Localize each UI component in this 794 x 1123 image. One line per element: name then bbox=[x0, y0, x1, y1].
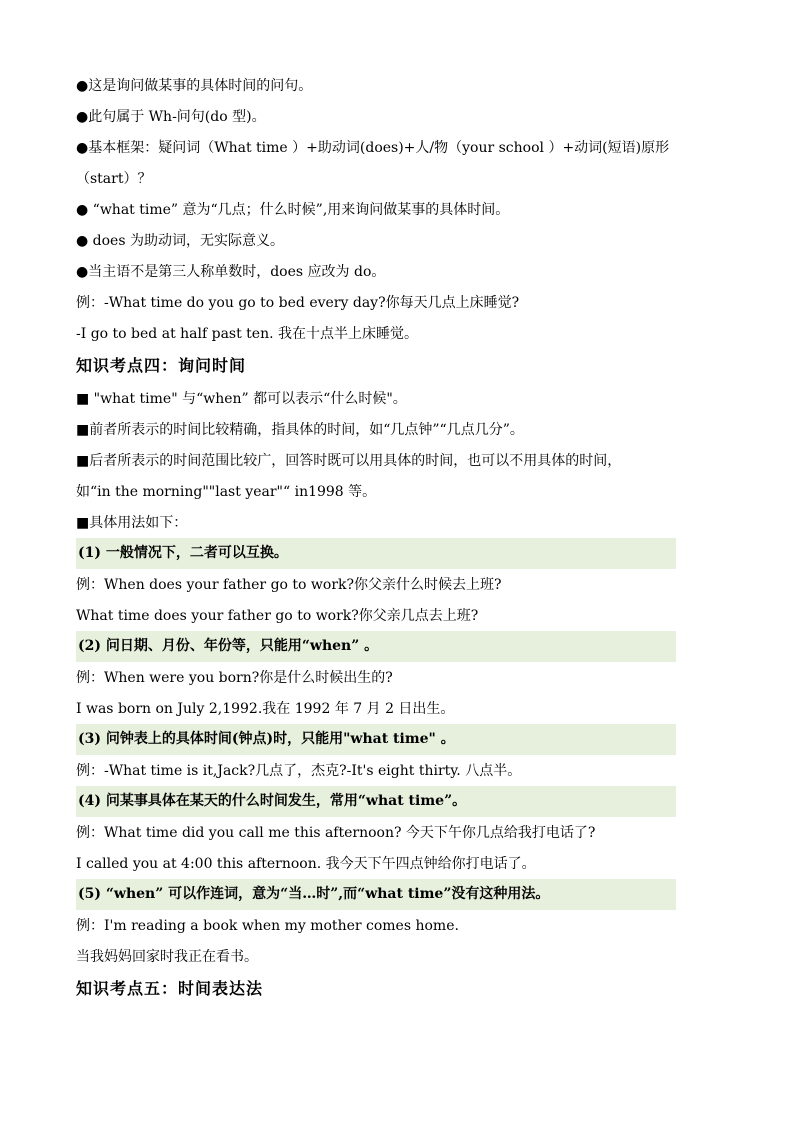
example-line: 当我妈妈回家时我正在看书。 bbox=[76, 949, 258, 965]
example-line: 例：I'm reading a book when my mother comes home. bbox=[76, 918, 459, 934]
rule-title: (5) “when” 可以作连词，意为“当…时”,而“what time”没有这种用法。 bbox=[76, 879, 676, 910]
intro-line: ■前者所表示的时间比较精确，指具体的时间，如“几点钟”“几点几分”。 bbox=[76, 422, 524, 438]
note-line: ●此句属于 Wh-问句(do 型)。 bbox=[76, 109, 266, 125]
rule-3 bbox=[76, 724, 676, 781]
example-line: 例：-What time is it,Jack?几点了，杰克?-It's eight thirty. 八点半。 bbox=[76, 763, 522, 779]
example-line: -I go to bed at half past ten. 我在十点半上床睡觉。 bbox=[76, 326, 419, 342]
note-line: ●这是询问做某事的具体时间的问句。 bbox=[76, 78, 313, 94]
section4-intro bbox=[76, 389, 676, 533]
rule-title: (4) 问某事具体在某天的什么时间发生，常用“what time”。 bbox=[76, 786, 676, 817]
rule-title: (2) 问日期、月份、年份等，只能用“when” 。 bbox=[76, 631, 676, 662]
note-line: ● does 为助动词，无实际意义。 bbox=[76, 233, 284, 249]
intro-line: ■后者所表示的时间范围比较广，回答时既可以用具体的时间，也可以不用具体的时间， bbox=[76, 453, 622, 469]
example-line: 例：When does your father go to work?你父亲什么时候去上班? bbox=[76, 577, 502, 593]
example-line: I called you at 4:00 this afternoon. 我今天下午四点钟给你打电话了。 bbox=[76, 856, 536, 872]
example-line: I was born on July 2,1992.我在 1992 年 7 月 2 日出生。 bbox=[76, 701, 455, 717]
section3-notes bbox=[76, 76, 676, 344]
note-line: ● “what time” 意为“几点；什么时候”,用来询问做某事的具体时间。 bbox=[76, 202, 510, 218]
note-line: （start）？ bbox=[76, 171, 152, 187]
note-line: ●当主语不是第三人称单数时，does 应改为 do。 bbox=[76, 264, 386, 280]
example-line: 例：What time did you call me this afternoon? 今天下午你几点给我打电话了? bbox=[76, 825, 596, 841]
note-line: ●基本框架：疑问词（What time ）+助动词(does)+人/物（your school ）+动词(短语)原形 bbox=[76, 140, 670, 156]
document-page bbox=[76, 76, 676, 1012]
example-line: What time does your father go to work?你父亲几点去上班? bbox=[76, 608, 479, 624]
rule-title: (3) 问钟表上的具体时间(钟点)时，只能用"what time" 。 bbox=[76, 724, 676, 755]
rule-1 bbox=[76, 538, 676, 626]
intro-line: ■ "what time" 与“when” 都可以表示“什么时候"。 bbox=[76, 391, 407, 407]
section4-heading: 知识考点四：询问时间 bbox=[76, 356, 247, 375]
rule-2 bbox=[76, 631, 676, 719]
section5-heading: 知识考点五：时间表达法 bbox=[76, 979, 264, 998]
rule-5 bbox=[76, 879, 676, 967]
intro-line: ■具体用法如下： bbox=[76, 515, 188, 531]
intro-line: 如“in the morning""last year"“ in1998 等。 bbox=[76, 484, 377, 500]
rule-title: (1) 一般情况下，二者可以互换。 bbox=[76, 538, 676, 569]
example-line: 例：-What time do you go to bed every day?你每天几点上床睡觉? bbox=[76, 295, 520, 311]
example-line: 例：When were you born?你是什么时候出生的? bbox=[76, 670, 393, 686]
rule-4 bbox=[76, 786, 676, 874]
